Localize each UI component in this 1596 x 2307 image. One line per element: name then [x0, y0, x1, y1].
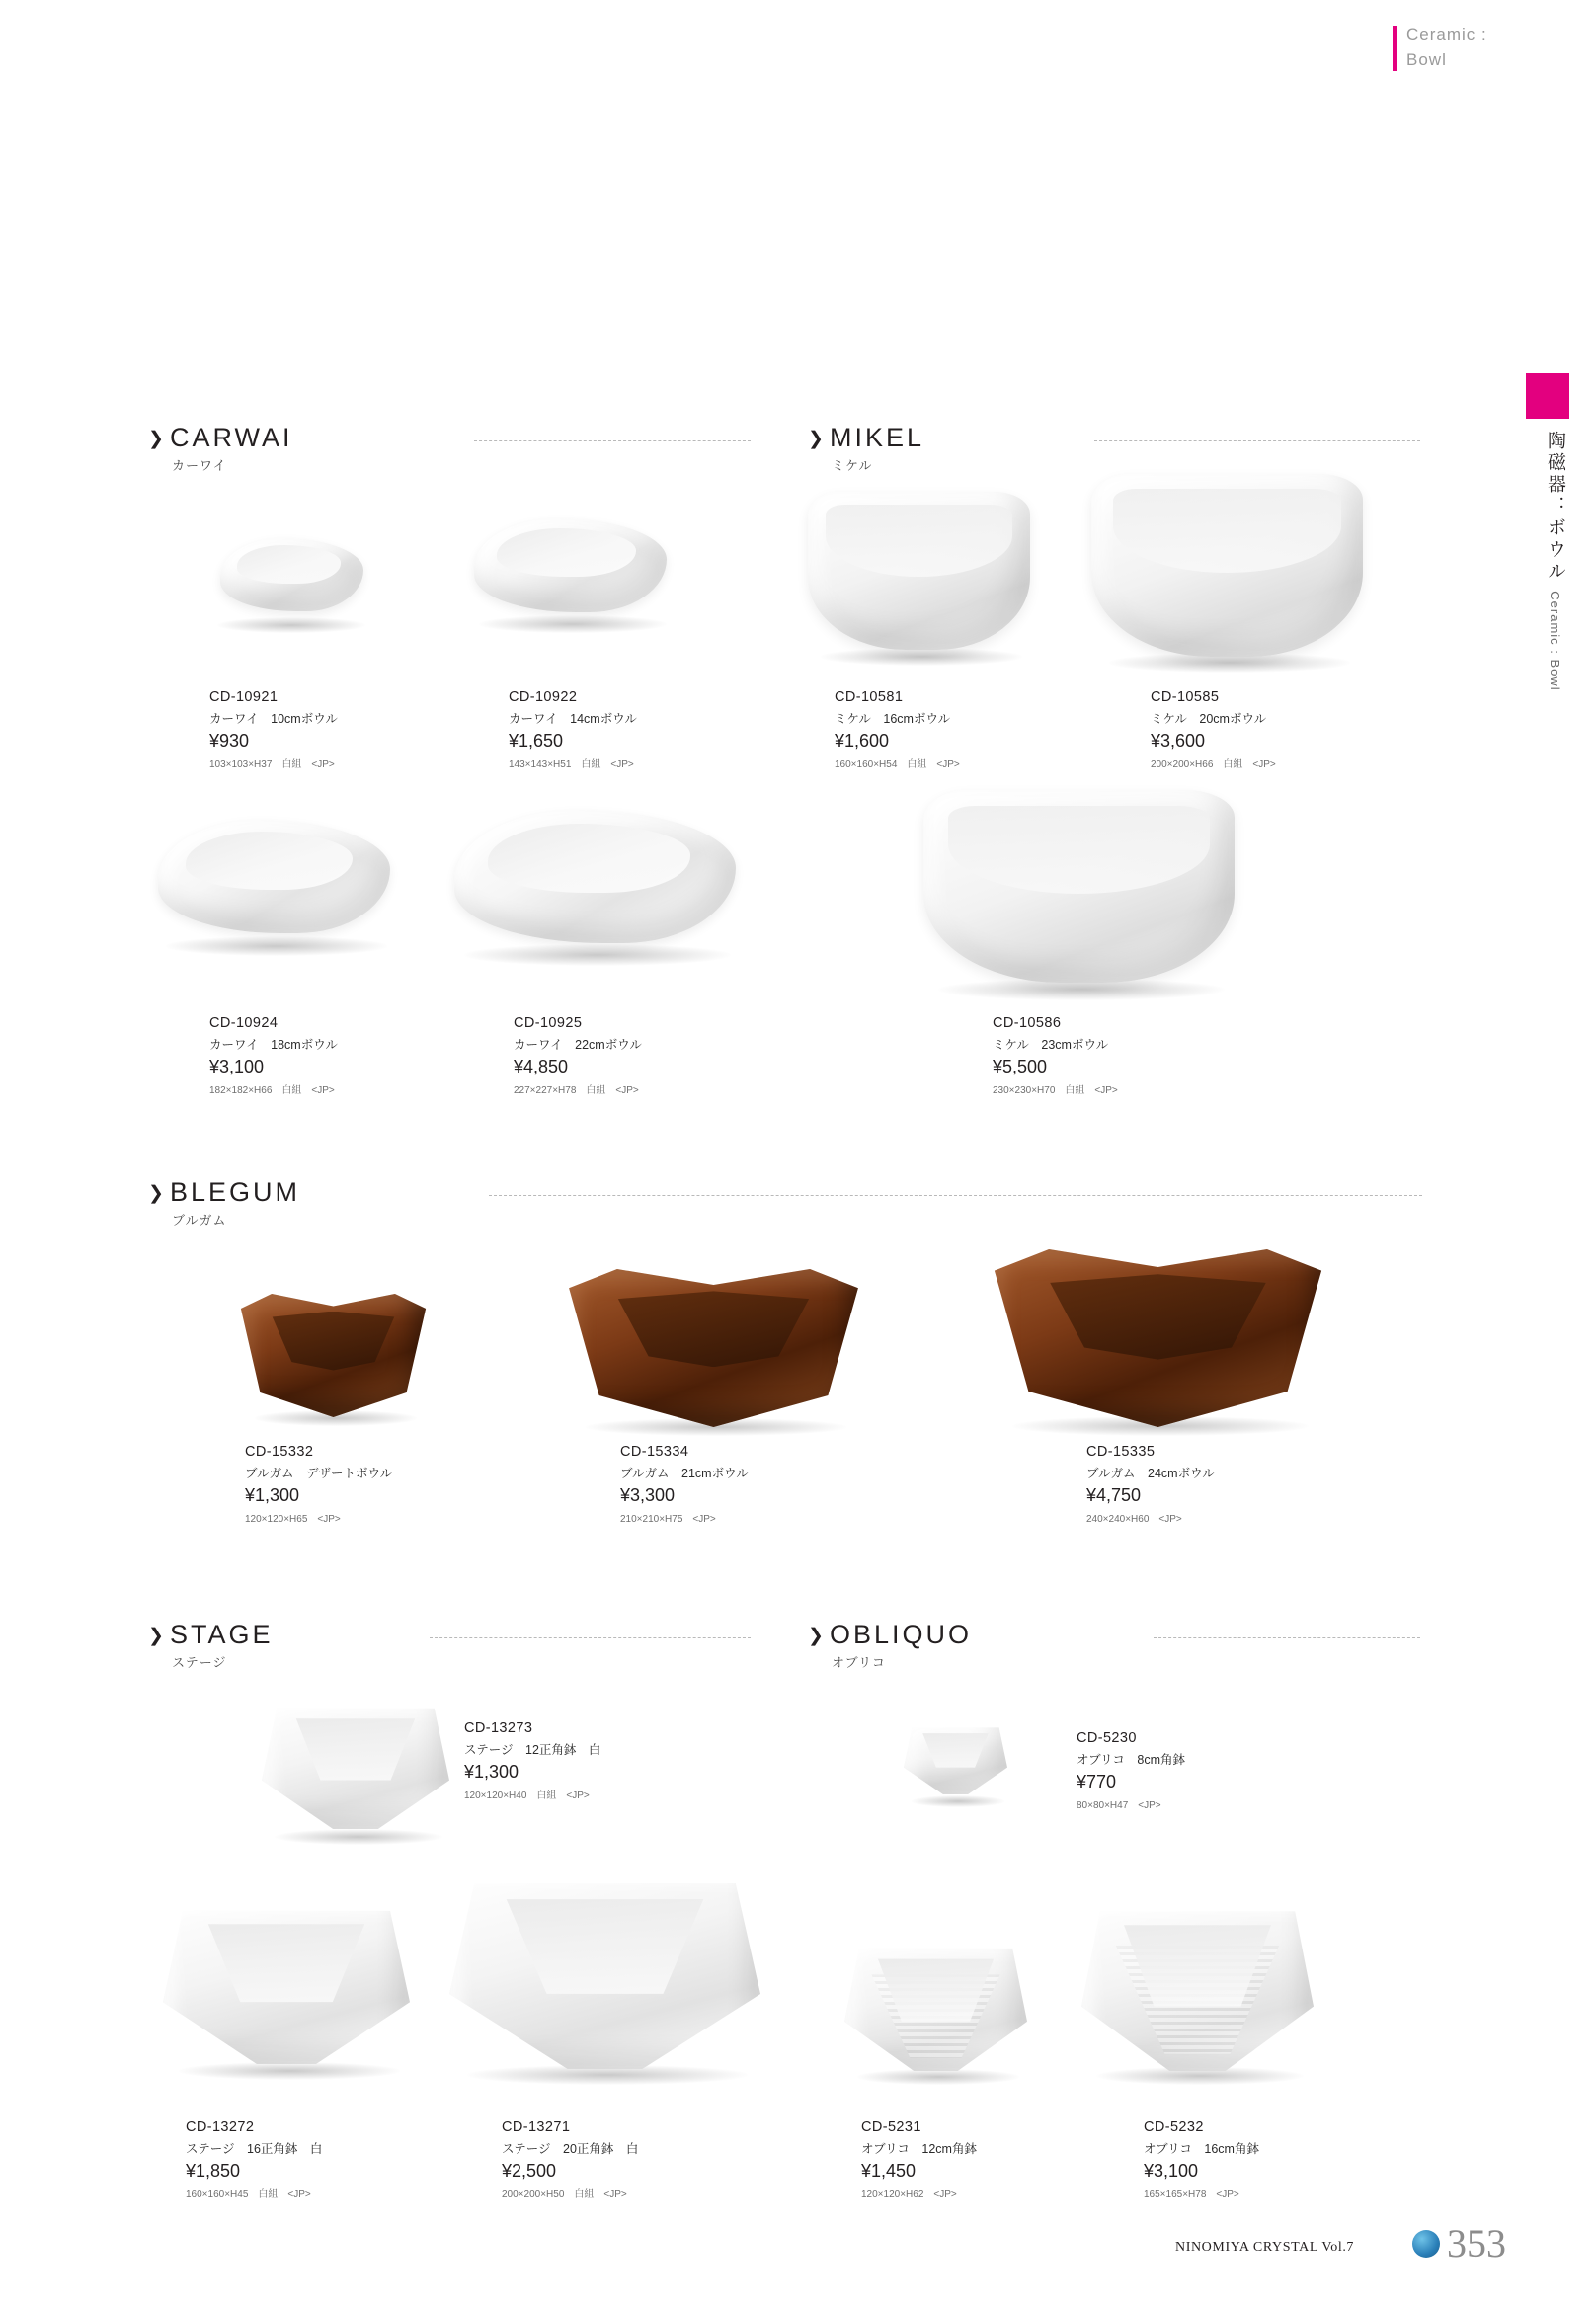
product-code: CD-5232 [1144, 2119, 1204, 2135]
product-image-cd-10924 [158, 820, 395, 948]
section-kana-carwai: カーワイ [172, 458, 227, 473]
product-spec: 240×240×H60 <JP> [1086, 1514, 1182, 1525]
product-image-cd-15334 [563, 1269, 869, 1432]
product-image-cd-10581 [808, 492, 1035, 660]
product-name: カーワイ 22cmボウル [514, 1038, 642, 1052]
side-index-label-jp: 陶磁器：ボウル [1545, 431, 1565, 583]
section-kana-obliquo: オブリコ [832, 1655, 886, 1670]
product-name: カーワイ 18cmボウル [209, 1038, 338, 1052]
section-arrow-icon: ❯ [148, 1183, 164, 1204]
product-cd-5230 [1077, 1730, 1185, 1811]
product-code: CD-13273 [464, 1720, 533, 1736]
side-index-label-en: Ceramic : Bowl [1548, 591, 1562, 691]
product-name: ミケル 23cmボウル [993, 1038, 1109, 1052]
product-price: ¥4,750 [1086, 1485, 1142, 1505]
product-cd-15335 [1086, 1444, 1215, 1525]
section-kana-stage: ステージ [172, 1655, 227, 1670]
section-arrow-icon: ❯ [808, 429, 824, 449]
product-code: CD-5231 [861, 2119, 921, 2135]
product-cd-10585 [1151, 689, 1276, 770]
product-price: ¥2,500 [502, 2161, 557, 2181]
product-image-cd-15335 [988, 1249, 1333, 1432]
product-cd-10925 [514, 1015, 642, 1096]
running-head-line2: Bowl [1406, 50, 1447, 69]
product-code: CD-10925 [514, 1015, 583, 1031]
product-spec: 227×227×H78 白組 <JP> [514, 1085, 639, 1096]
section-rule [474, 440, 751, 442]
product-price: ¥1,600 [835, 731, 890, 751]
product-name: ミケル 16cmボウル [835, 712, 951, 726]
section-rule [1154, 1637, 1420, 1639]
product-image-cd-5232 [1081, 1901, 1318, 2079]
product-code: CD-15335 [1086, 1444, 1156, 1460]
side-index-tab [1526, 373, 1569, 419]
product-price: ¥5,500 [993, 1057, 1048, 1076]
product-cd-5231 [861, 2119, 977, 2200]
product-code: CD-5230 [1077, 1730, 1137, 1746]
product-code: CD-15334 [620, 1444, 689, 1460]
product-name: ステージ 12正角鉢 白 [464, 1743, 601, 1757]
product-spec: 120×120×H40 白組 <JP> [464, 1790, 590, 1801]
product-spec: 230×230×H70 白組 <JP> [993, 1085, 1118, 1096]
product-spec: 103×103×H37 白組 <JP> [209, 759, 335, 770]
product-image-cd-10585 [1091, 474, 1368, 667]
product-image-cd-13273 [262, 1701, 454, 1839]
product-cd-10924 [209, 1015, 338, 1096]
product-cd-10922 [509, 689, 637, 770]
product-name: オブリコ 16cm角鉢 [1144, 2142, 1259, 2156]
product-spec: 120×120×H62 <JP> [861, 2189, 957, 2200]
running-head-line1: Ceramic : [1406, 25, 1487, 43]
product-spec: 80×80×H47 <JP> [1077, 1800, 1161, 1811]
product-code: CD-13271 [502, 2119, 571, 2135]
product-name: ブルガム 24cmボウル [1086, 1467, 1215, 1480]
product-spec: 210×210×H75 <JP> [620, 1514, 716, 1525]
product-name: カーワイ 10cmボウル [209, 712, 338, 726]
product-price: ¥3,100 [1144, 2161, 1199, 2181]
section-arrow-icon: ❯ [148, 429, 164, 449]
section-kana-blegum: ブルガム [172, 1213, 227, 1228]
product-name: ミケル 20cmボウル [1151, 712, 1267, 726]
section-title-blegum: BLEGUM [170, 1177, 301, 1207]
section-rule [430, 1637, 751, 1639]
section-title-obliquo: OBLIQUO [830, 1620, 973, 1649]
page-number: 353 [1447, 2221, 1506, 2266]
product-price: ¥1,300 [464, 1762, 519, 1782]
section-title-stage: STAGE [170, 1620, 274, 1649]
product-spec: 160×160×H54 白組 <JP> [835, 759, 960, 770]
product-code: CD-10585 [1151, 689, 1220, 705]
product-code: CD-10581 [835, 689, 904, 705]
globe-icon [1412, 2230, 1440, 2258]
product-spec: 143×143×H51 白組 <JP> [509, 759, 634, 770]
product-name: カーワイ 14cmボウル [509, 712, 637, 726]
footer-catalog-name: NINOMIYA CRYSTAL Vol.7 [1175, 2240, 1355, 2255]
product-code: CD-10922 [509, 689, 578, 705]
product-code: CD-15332 [245, 1444, 314, 1460]
section-rule [489, 1195, 1422, 1197]
product-code: CD-13272 [186, 2119, 255, 2135]
product-cd-13273 [464, 1720, 600, 1801]
product-price: ¥3,100 [209, 1057, 265, 1076]
product-spec: 182×182×H66 白組 <JP> [209, 1085, 335, 1096]
product-code: CD-10586 [993, 1015, 1062, 1031]
product-spec: 200×200×H50 白組 <JP> [502, 2189, 627, 2200]
section-arrow-icon: ❯ [148, 1626, 164, 1646]
product-image-cd-13271 [449, 1871, 765, 2079]
product-name: ブルガム 21cmボウル [620, 1467, 749, 1480]
product-image-cd-5230 [904, 1723, 1012, 1802]
product-cd-15334 [620, 1444, 749, 1525]
product-image-cd-10925 [454, 810, 741, 958]
product-cd-13271 [502, 2119, 638, 2200]
section-rule [1094, 440, 1420, 442]
product-name: オブリコ 12cm角鉢 [861, 2142, 977, 2156]
section-title-carwai: CARWAI [170, 423, 293, 452]
product-price: ¥1,850 [186, 2161, 241, 2181]
side-index-label [1529, 431, 1568, 691]
product-spec: 165×165×H78 <JP> [1144, 2189, 1239, 2200]
product-image-cd-13272 [163, 1901, 415, 2074]
product-image-cd-15332 [237, 1294, 435, 1422]
product-price: ¥1,450 [861, 2161, 917, 2181]
product-image-cd-5231 [844, 1941, 1032, 2079]
product-cd-5232 [1144, 2119, 1259, 2200]
product-price: ¥770 [1077, 1772, 1117, 1791]
running-head-accent-bar [1393, 26, 1397, 71]
product-price: ¥930 [209, 731, 250, 751]
product-name: オブリコ 8cm角鉢 [1077, 1753, 1185, 1767]
product-image-cd-10586 [923, 790, 1239, 993]
product-image-cd-10922 [474, 518, 672, 627]
section-title-mikel: MIKEL [830, 423, 925, 452]
product-cd-13272 [186, 2119, 322, 2200]
product-price: ¥1,300 [245, 1485, 300, 1505]
section-arrow-icon: ❯ [808, 1626, 824, 1646]
product-name: ステージ 16正角鉢 白 [186, 2142, 323, 2156]
product-price: ¥3,300 [620, 1485, 676, 1505]
product-image-cd-10921 [212, 538, 370, 627]
product-spec: 120×120×H65 <JP> [245, 1514, 341, 1525]
product-spec: 200×200×H66 白組 <JP> [1151, 759, 1276, 770]
product-price: ¥1,650 [509, 731, 564, 751]
product-cd-10921 [209, 689, 338, 770]
product-price: ¥3,600 [1151, 731, 1206, 751]
product-name: ブルガム デザートボウル [245, 1467, 393, 1480]
product-cd-10586 [993, 1015, 1118, 1096]
product-cd-15332 [245, 1444, 392, 1525]
product-cd-10581 [835, 689, 960, 770]
product-code: CD-10924 [209, 1015, 279, 1031]
product-name: ステージ 20正角鉢 白 [502, 2142, 639, 2156]
product-price: ¥4,850 [514, 1057, 569, 1076]
section-kana-mikel: ミケル [832, 458, 873, 473]
product-spec: 160×160×H45 白組 <JP> [186, 2189, 311, 2200]
product-code: CD-10921 [209, 689, 279, 705]
